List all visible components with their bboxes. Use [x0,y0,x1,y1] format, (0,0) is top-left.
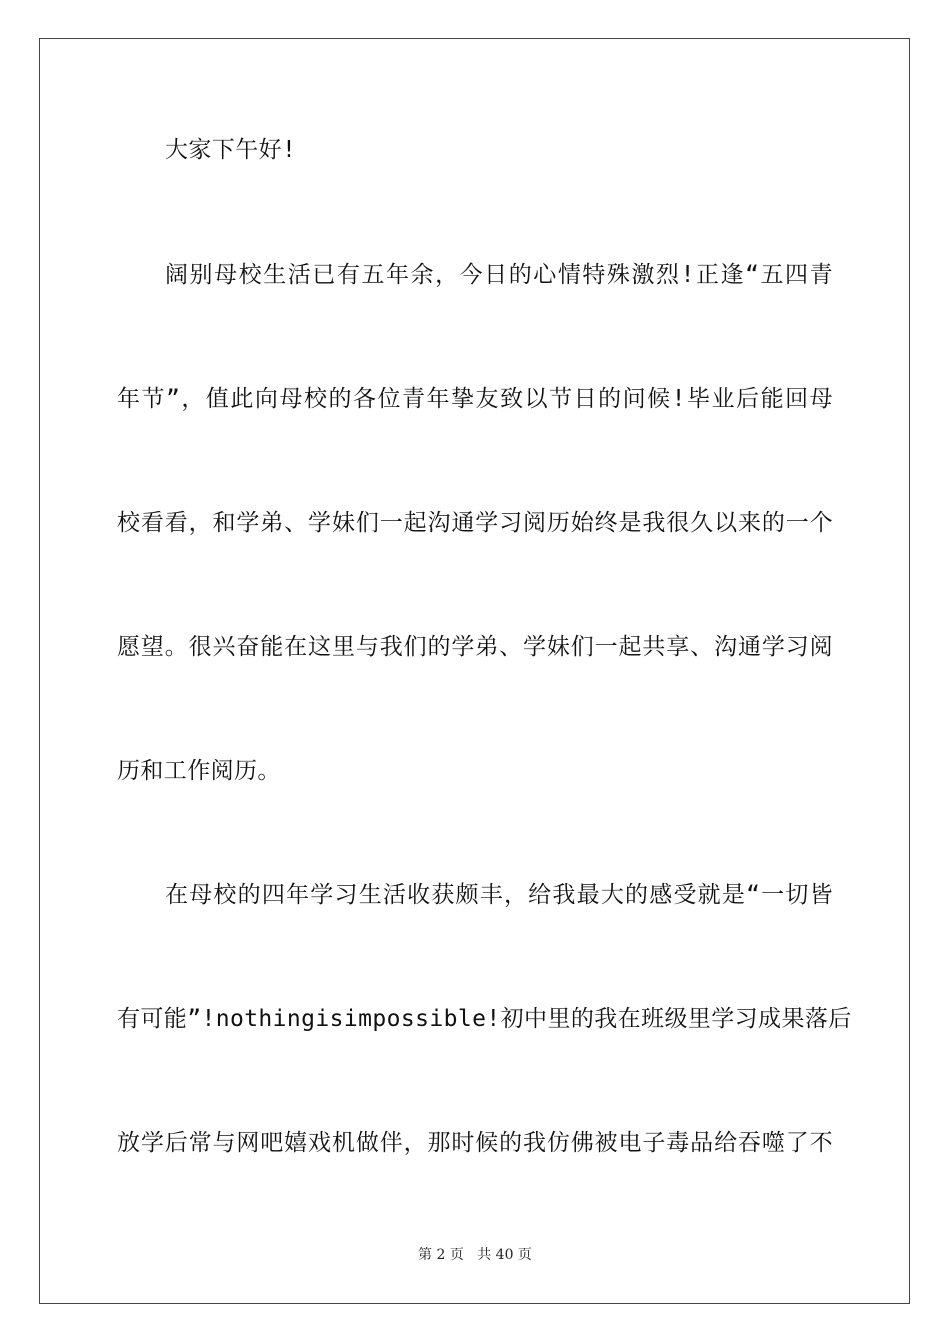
greeting-line: 大家下午好! [165,137,297,163]
page-border [39,38,910,1304]
paragraph-1-line-2: 年节”，值此向母校的各位青年挚友致以节日的问候!毕业后能回母 [117,386,833,412]
paragraph-1-line-3: 校看看，和学弟、学妹们一起沟通学习阅历始终是我很久以来的一个 [117,510,833,536]
page-footer [0,1246,950,1264]
paragraph-1-line-1: 阔别母校生活已有五年余，今日的心情特殊激烈!正逢“五四青 [165,262,833,288]
paragraph-2-line-2: 有可能”!nothingisimpossible!初中里的我在班级里学习成果落后 [117,1006,852,1032]
paragraph-2-line-1: 在母校的四年学习生活收获颇丰，给我最大的感受就是“一切皆 [165,882,833,908]
page-number: 第 2 页 [418,1247,464,1263]
paragraph-1-line-4: 愿望。很兴奋能在这里与我们的学弟、学妹们一起共享、沟通学习阅 [117,634,833,660]
total-pages: 共 40 页 [477,1247,532,1263]
paragraph-2-line-3: 放学后常与网吧嬉戏机做伴，那时候的我仿佛被电子毒品给吞噬了不 [117,1130,833,1156]
paragraph-1-line-5: 历和工作阅历。 [117,758,281,784]
